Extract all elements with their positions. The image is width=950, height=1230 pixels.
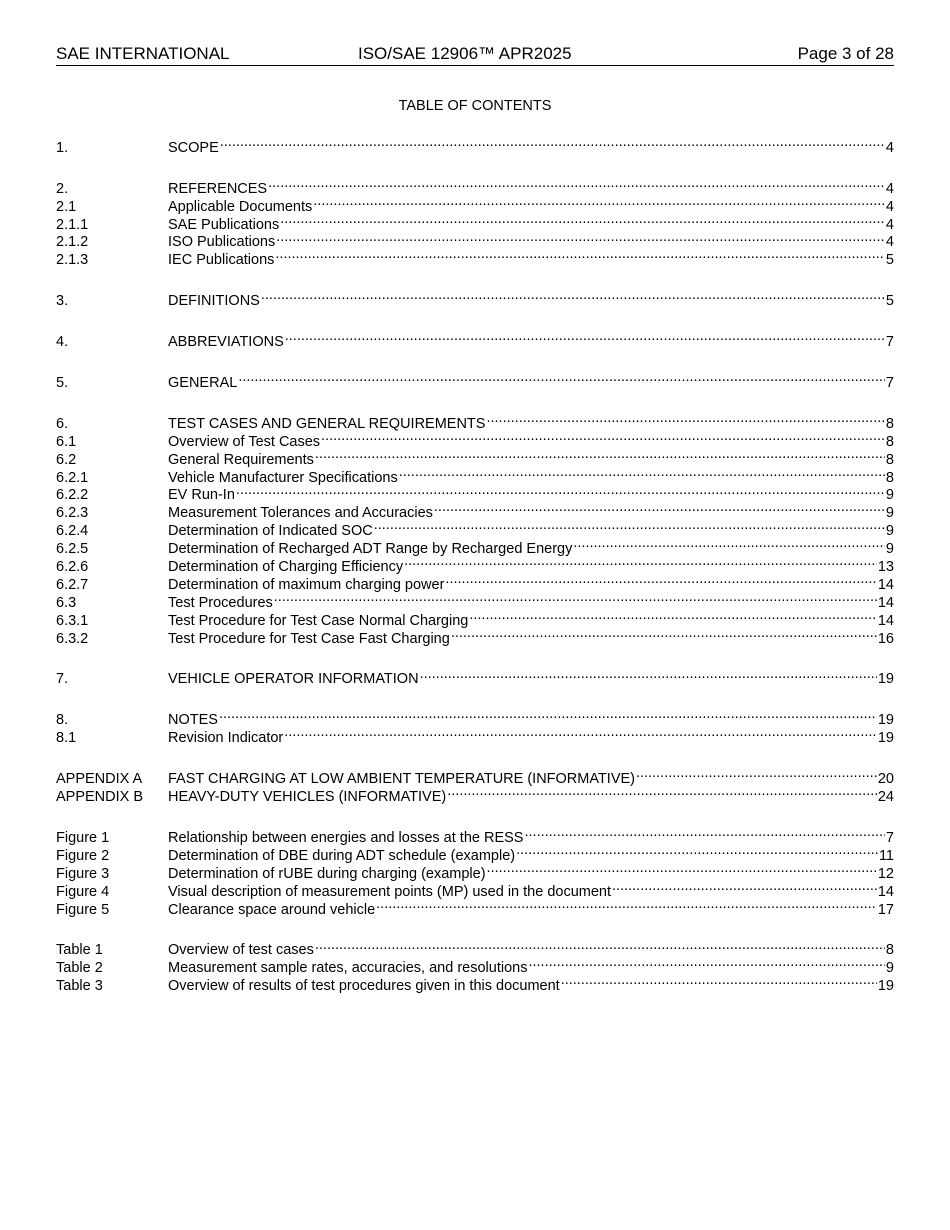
- dot-leader: [399, 464, 885, 482]
- dot-leader: [486, 410, 884, 428]
- dot-leader: [238, 369, 885, 387]
- toc-entry-number: 6.2.3: [56, 505, 89, 522]
- dot-leader: [420, 666, 877, 684]
- dot-leader: [612, 878, 877, 896]
- toc-entry-page: 4: [885, 216, 894, 233]
- toc-entry-page: 24: [877, 789, 894, 806]
- toc-entry-number: 6.1: [56, 433, 77, 450]
- toc-entry-title[interactable]: Test Procedure for Test Case Fast Charging: [168, 630, 450, 647]
- toc-entry[interactable]: [56, 175, 894, 197]
- toc-entry-page: 14: [877, 576, 894, 593]
- toc-group: [56, 937, 894, 995]
- dot-leader: [376, 896, 877, 914]
- toc-group: [56, 410, 894, 647]
- toc-entry-page: 5: [885, 252, 894, 269]
- toc-entry-title[interactable]: Revision Indicator: [168, 730, 284, 747]
- toc-entry-number: 6.2.5: [56, 541, 89, 558]
- toc-entry-number: APPENDIX B: [56, 789, 144, 806]
- dot-leader: [524, 824, 884, 842]
- toc-entry-number: 2.1.2: [56, 234, 89, 251]
- dot-leader: [451, 625, 877, 643]
- toc-entry-title[interactable]: Determination of maximum charging power: [168, 576, 445, 593]
- toc-group: [56, 666, 894, 688]
- toc-entry-page: 5: [885, 293, 894, 310]
- page-header: [56, 44, 894, 66]
- dot-leader: [445, 571, 876, 589]
- toc-entry-number: 4.: [56, 334, 69, 351]
- dot-leader: [280, 211, 885, 229]
- toc-entry-page: 19: [877, 978, 894, 995]
- toc-entry-page: 19: [877, 712, 894, 729]
- toc-entry-title[interactable]: Applicable Documents: [168, 198, 313, 215]
- toc-entry[interactable]: [56, 765, 894, 788]
- toc-entry-title[interactable]: SAE Publications: [168, 216, 280, 233]
- toc-title: TABLE OF CONTENTS: [398, 98, 552, 114]
- dot-leader: [434, 499, 885, 517]
- dot-leader: [275, 246, 885, 264]
- toc-entry-number: 8.1: [56, 730, 77, 747]
- dot-leader: [404, 553, 877, 571]
- dot-leader: [573, 535, 885, 553]
- toc-entry[interactable]: [56, 287, 894, 310]
- toc-group: [56, 824, 894, 918]
- toc-entry[interactable]: [56, 328, 894, 351]
- header-page-number: Page 3 of 28: [797, 44, 894, 63]
- dot-leader: [315, 446, 885, 464]
- toc-entry-number: 6.3.2: [56, 630, 89, 647]
- toc-entry-page: 8: [885, 433, 894, 450]
- toc-entry-page: 7: [885, 375, 894, 392]
- dot-leader: [220, 134, 885, 152]
- header-organization: SAE INTERNATIONAL: [56, 44, 230, 63]
- toc-entry-number: 7.: [56, 671, 69, 688]
- toc-entry-title[interactable]: Determination of rUBE during charging (example): [168, 865, 486, 882]
- toc-entry-number: 6.2.2: [56, 487, 89, 504]
- dot-leader: [516, 842, 878, 860]
- toc-entry-title[interactable]: IEC Publications: [168, 252, 275, 269]
- toc-entry-page: 20: [877, 771, 894, 788]
- toc-entry-title[interactable]: Visual description of measurement points (MP) used in the document: [168, 883, 612, 900]
- toc-entry-title[interactable]: Test Procedure for Test Case Normal Charging: [168, 612, 469, 629]
- toc-entry-title[interactable]: Measurement sample rates, accuracies, and resolutions: [168, 960, 528, 977]
- toc-entry-number: 6.2: [56, 451, 77, 468]
- toc-entry-page: 8: [885, 451, 894, 468]
- toc-entry-number: 2.1.1: [56, 216, 89, 233]
- toc-entry-number: 2.: [56, 180, 69, 197]
- toc-entry-title[interactable]: EV Run-In: [168, 487, 235, 504]
- toc-entry-title[interactable]: Determination of Charging Efficiency: [168, 559, 404, 576]
- toc-entry-page: 9: [885, 960, 894, 977]
- dot-leader: [274, 589, 877, 607]
- toc-entry-title[interactable]: FAST CHARGING AT LOW AMBIENT TEMPERATURE (INFORMATIVE): [168, 771, 636, 788]
- toc-entry-title[interactable]: TEST CASES AND GENERAL REQUIREMENTS: [168, 415, 486, 432]
- dot-leader: [528, 954, 884, 972]
- toc-entry-page: 9: [885, 505, 894, 522]
- toc-entry-title[interactable]: Vehicle Manufacturer Specifications: [168, 469, 398, 486]
- toc-entry-number: Figure 3: [56, 865, 110, 882]
- toc-group: [56, 287, 894, 310]
- toc-entry[interactable]: [56, 410, 894, 432]
- toc-entry-title[interactable]: DEFINITIONS: [168, 293, 260, 310]
- toc-entry-title[interactable]: GENERAL: [168, 375, 238, 392]
- toc-entry-number: 5.: [56, 375, 69, 392]
- toc-entry-page: 14: [877, 883, 894, 900]
- toc-entry-page: 7: [885, 334, 894, 351]
- toc-entry-page: 14: [877, 594, 894, 611]
- toc-entry-number: Table 3: [56, 978, 103, 995]
- toc-entry-page: 19: [877, 730, 894, 747]
- toc-entry-title[interactable]: Determination of Recharged ADT Range by Recharged Energy: [168, 541, 573, 558]
- dot-leader: [636, 765, 877, 783]
- toc-entry-number: Figure 2: [56, 847, 110, 864]
- toc-entry-title[interactable]: ABBREVIATIONS: [168, 334, 284, 351]
- toc-entry-title[interactable]: General Requirements: [168, 451, 314, 468]
- toc-entry[interactable]: [56, 666, 894, 688]
- toc-entry-number: 2.1: [56, 198, 77, 215]
- toc-entry-page: 4: [885, 198, 894, 215]
- toc-entry-title[interactable]: Test Procedures: [168, 594, 273, 611]
- toc-entry-title[interactable]: Relationship between energies and losses at the RESS: [168, 829, 524, 846]
- toc-entry-title[interactable]: Overview of Test Cases: [168, 433, 321, 450]
- toc-group: [56, 134, 894, 156]
- toc-entry-title[interactable]: Determination of DBE during ADT schedule (example): [168, 847, 516, 864]
- dot-leader: [487, 860, 877, 878]
- toc-entry-page: 9: [885, 523, 894, 540]
- toc-entry-number: 6.2.1: [56, 469, 89, 486]
- toc-entry[interactable]: [56, 134, 894, 156]
- toc-entry-number: Figure 4: [56, 883, 110, 900]
- dot-leader: [321, 428, 885, 446]
- toc-entry-page: 8: [885, 415, 894, 432]
- toc-entry-page: 4: [885, 180, 894, 197]
- table-of-contents: [56, 134, 894, 1013]
- dot-leader: [236, 482, 885, 500]
- dot-leader: [276, 229, 885, 247]
- toc-entry-title[interactable]: Measurement Tolerances and Accuracies: [168, 505, 433, 522]
- toc-entry-title[interactable]: SCOPE: [168, 139, 219, 156]
- toc-group: [56, 175, 894, 269]
- toc-entry-number: Figure 1: [56, 829, 110, 846]
- toc-entry-page: 9: [885, 541, 894, 558]
- toc-entry-title[interactable]: Clearance space around vehicle: [168, 901, 376, 918]
- toc-entry[interactable]: [56, 369, 894, 392]
- toc-entry-page: 8: [885, 942, 894, 959]
- dot-leader: [268, 175, 885, 193]
- dot-leader: [561, 972, 877, 990]
- dot-leader: [313, 193, 885, 211]
- toc-entry[interactable]: [56, 824, 894, 846]
- toc-entry-number: APPENDIX A: [56, 771, 143, 788]
- toc-entry-page: 7: [885, 829, 894, 846]
- toc-entry-number: 6.3: [56, 594, 77, 611]
- toc-entry-number: 6.: [56, 415, 69, 432]
- toc-entry-number: 6.3.1: [56, 612, 89, 629]
- toc-entry[interactable]: [56, 937, 894, 959]
- toc-entry-title[interactable]: VEHICLE OPERATOR INFORMATION: [168, 671, 419, 688]
- toc-entry-page: 16: [877, 630, 894, 647]
- toc-entry-page: 11: [878, 847, 894, 864]
- dot-leader: [261, 287, 885, 305]
- toc-entry-page: 4: [885, 139, 894, 156]
- toc-entry-number: 6.2.7: [56, 576, 89, 593]
- toc-entry-number: Table 2: [56, 960, 103, 977]
- dot-leader: [447, 783, 877, 801]
- toc-entry-page: 12: [877, 865, 894, 882]
- toc-entry-title[interactable]: Determination of Indicated SOC: [168, 523, 373, 540]
- dot-leader: [284, 724, 877, 742]
- header-document-id: ISO/SAE 12906™ APR2025: [358, 44, 572, 63]
- dot-leader: [315, 937, 885, 955]
- toc-entry-title[interactable]: Overview of test cases: [168, 942, 314, 959]
- toc-group: [56, 369, 894, 392]
- toc-entry-number: Table 1: [56, 942, 103, 959]
- toc-entry-number: 1.: [56, 139, 69, 156]
- toc-entry-number: 3.: [56, 293, 69, 310]
- toc-entry-title[interactable]: NOTES: [168, 712, 218, 729]
- dot-leader: [469, 607, 877, 625]
- toc-entry-number: 6.2.4: [56, 523, 89, 540]
- dot-leader: [285, 328, 885, 346]
- toc-group: [56, 706, 894, 747]
- toc-group: [56, 765, 894, 806]
- toc-entry-number: 6.2.6: [56, 559, 89, 576]
- dot-leader: [374, 517, 885, 535]
- toc-entry-page: 8: [885, 469, 894, 486]
- toc-group: [56, 328, 894, 351]
- toc-entry-title[interactable]: REFERENCES: [168, 180, 268, 197]
- dot-leader: [219, 706, 877, 724]
- toc-entry-title[interactable]: ISO Publications: [168, 234, 276, 251]
- toc-entry-number: Figure 5: [56, 901, 110, 918]
- toc-entry-page: 13: [877, 559, 894, 576]
- toc-entry-number: 2.1.3: [56, 252, 89, 269]
- toc-entry-page: 14: [877, 612, 894, 629]
- toc-entry-number: 8.: [56, 712, 69, 729]
- toc-entry-page: 19: [877, 671, 894, 688]
- toc-entry-title[interactable]: HEAVY-DUTY VEHICLES (INFORMATIVE): [168, 789, 447, 806]
- toc-entry-page: 9: [885, 487, 894, 504]
- toc-entry-title[interactable]: Overview of results of test procedures given in this document: [168, 978, 560, 995]
- toc-entry[interactable]: [56, 706, 894, 729]
- toc-entry-page: 4: [885, 234, 894, 251]
- toc-entry-page: 17: [877, 901, 894, 918]
